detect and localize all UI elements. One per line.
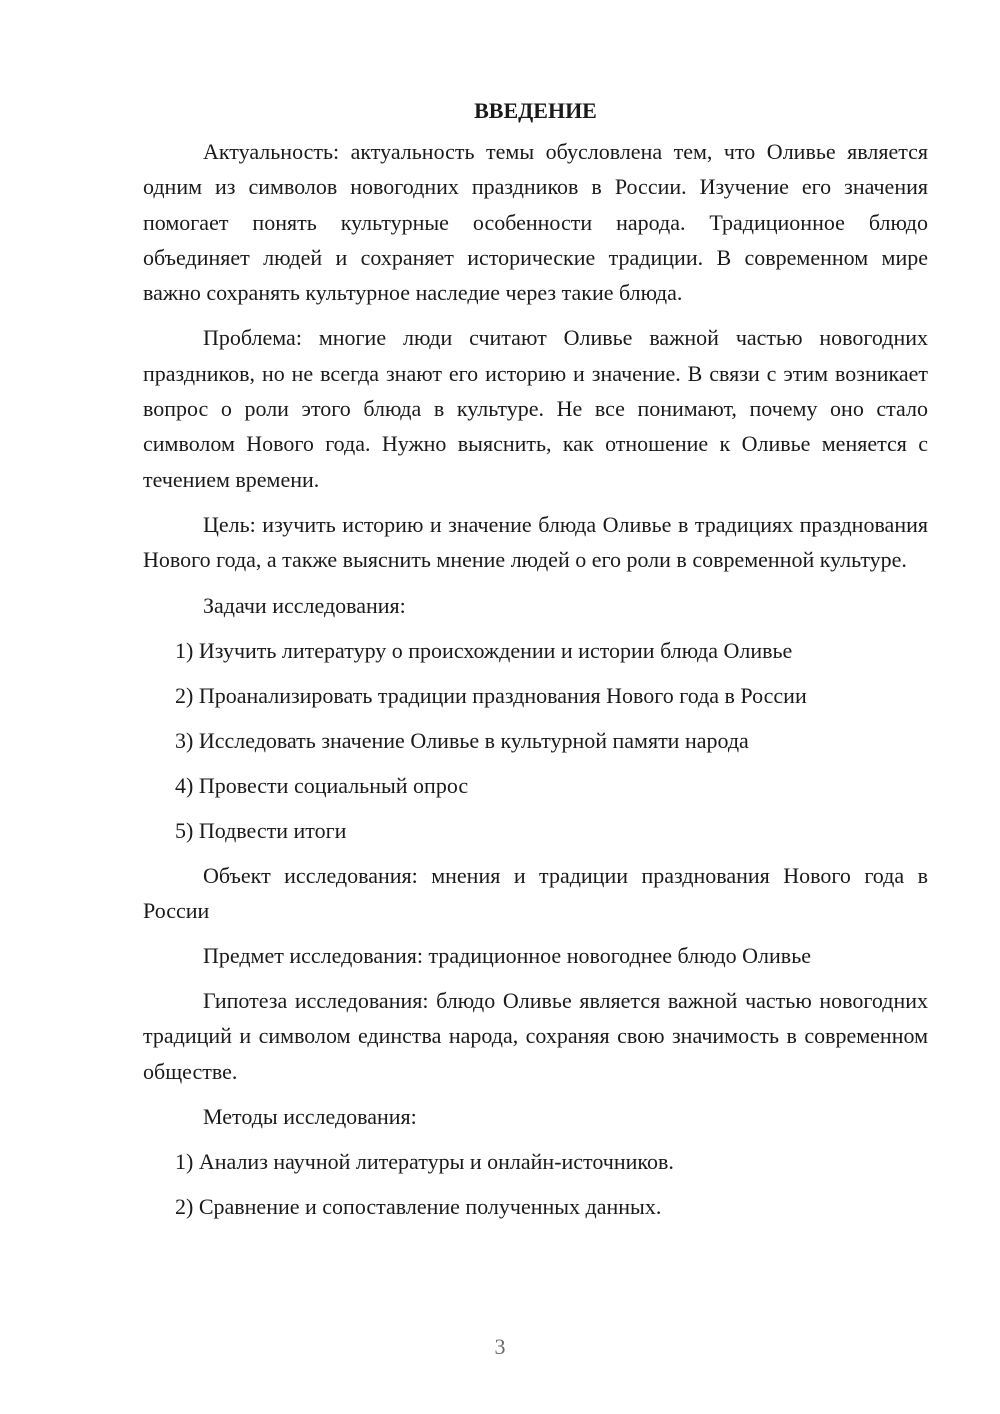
task-item: 3) Исследовать значение Оливье в культурной памяти народа <box>175 727 749 753</box>
method-item: 1) Анализ научной литературы и онлайн-источников. <box>175 1149 674 1175</box>
subject-paragraph: Предмет исследования: традиционное новогоднее блюдо Оливье <box>203 943 811 969</box>
task-item: 4) Провести социальный опрос <box>175 772 469 798</box>
problem-paragraph: Проблема: многие люди считают Оливье важной частью новогодних праздников, но не всегда знают его историю и значение. В связи с этим возникает вопрос о роли этого блюда в культуре. Не все понимают, почему оно стало символом Нового года. Нужно выяснить, как отношение к Оливье меняется с течением времени. <box>143 325 928 492</box>
document-page <box>143 95 928 1234</box>
tasks-title: Задачи исследования: <box>203 592 406 618</box>
goal-paragraph: Цель: изучить историю и значение блюда Оливье в традициях празднования Нового года, а также выяснить мнение людей о его роли в современной культуре. <box>143 511 928 573</box>
relevance-paragraph: Актуальность: актуальность темы обусловлена тем, что Оливье является одним из символов новогодних праздников в России. Изучение его значения помогает понять культурные особенности народа. Традиционное блюдо объединяет людей и сохраняет исторические традиции. В современном мире важно сохранять культурное наследие через такие блюда. <box>143 139 928 306</box>
object-paragraph: Объект исследования: мнения и традиции празднования Нового года в России <box>143 862 928 923</box>
task-item: 2) Проанализировать традиции празднования Нового года в России <box>175 682 807 708</box>
section-heading: ВВЕДЕНИЕ <box>474 98 597 123</box>
task-item: 5) Подвести итоги <box>175 817 347 843</box>
methods-title: Методы исследования: <box>203 1104 417 1130</box>
page-number: 3 <box>494 1334 506 1359</box>
task-item: 1) Изучить литературу о происхождении и истории блюда Оливье <box>175 637 793 663</box>
method-item: 2) Сравнение и сопоставление полученных данных. <box>175 1194 662 1220</box>
hypothesis-paragraph: Гипотеза исследования: блюдо Оливье является важной частью новогодних традиций и символом единства народа, сохраняя свою значимость в современном обществе. <box>143 988 928 1084</box>
